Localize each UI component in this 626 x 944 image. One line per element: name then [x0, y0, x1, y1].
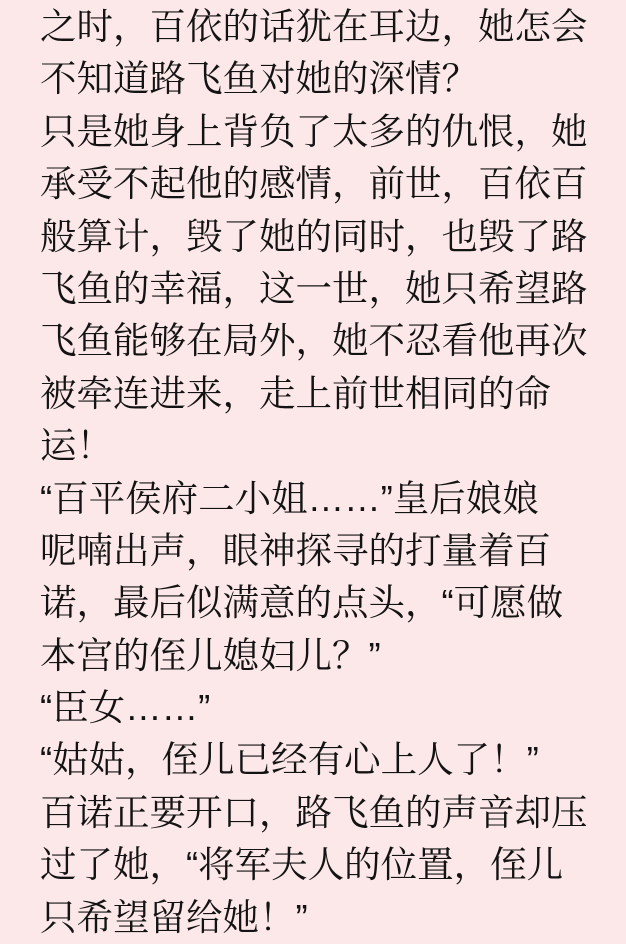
text-line: 承受不起他的感情，前世，百依百 [40, 163, 588, 205]
text-line: 被牵连进来，走上前世相同的命 [40, 372, 551, 414]
text-line: 之时，百依的话犹在耳边，她怎会 [40, 6, 588, 47]
text-line: 百诺正要开口，路飞鱼的声音却压 [40, 791, 588, 833]
text-line: 过了她，“将军夫人的位置，侄儿 [40, 844, 564, 886]
text-line: 不知道路飞鱼对她的深情？ [40, 58, 478, 100]
text-line: “臣女……” [40, 687, 211, 729]
text-line: 呢喃出声，眼神探寻的打量着百 [40, 529, 551, 571]
text-line: 飞鱼能够在局外，她不忍看他再次 [40, 320, 588, 362]
text-line: 本宫的侄儿媳妇儿？” [40, 634, 381, 676]
text-line: 运！ [40, 425, 113, 467]
text-line: 只是她身上背负了太多的仇恨，她 [40, 110, 588, 152]
text-line: “姑姑，侄儿已经有心上人了！” [40, 739, 539, 781]
text-line: 只希望留给她！” [40, 896, 308, 938]
text-line: 般算计，毁了她的同时，也毁了路 [40, 215, 588, 257]
text-line: 诺，最后似满意的点头，“可愿做 [40, 582, 564, 624]
text-line: “百平侯府二小姐……”皇后娘娘 [40, 477, 539, 519]
text-line: 飞鱼的幸福，这一世，她只希望路 [40, 267, 588, 309]
